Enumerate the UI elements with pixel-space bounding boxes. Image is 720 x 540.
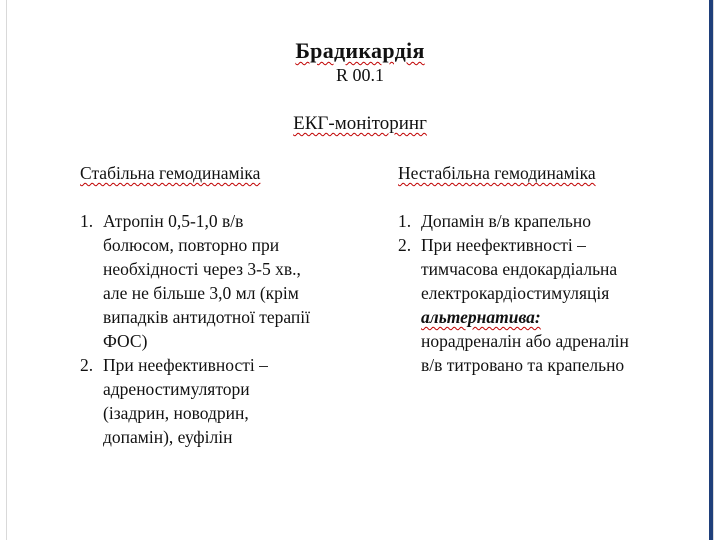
list-item-number: 2. <box>398 235 412 255</box>
unstable-treatment-list <box>398 209 698 377</box>
list-item-number: 1. <box>80 211 94 231</box>
unstable-hemodynamics-column <box>398 161 698 377</box>
list-item <box>398 233 698 377</box>
unstable-hemodynamics-heading: Нестабільна гемодинаміка <box>398 163 596 183</box>
list-item-number: 1. <box>398 211 412 231</box>
stable-treatment-list <box>80 209 370 449</box>
diagnosis-code: R 00.1 <box>335 65 384 85</box>
list-item-number: 2. <box>80 355 94 375</box>
stable-hemodynamics-column <box>80 161 370 449</box>
list-item <box>80 209 370 353</box>
slide-header <box>0 38 720 86</box>
stable-hemodynamics-heading: Стабільна гемодинаміка <box>80 163 261 183</box>
list-item <box>398 209 698 233</box>
list-item-text: Атропін 0,5-1,0 в/в болюсом, повторно при необхідності через 3-5 хв., але не більше 3,0 мл (крім випадків антидотної терапії ФОС) <box>103 211 311 351</box>
list-item-text: При неефективності – адреностимулятори (ізадрин, новодрин, допамін), еуфілін <box>103 355 268 447</box>
alternative-text: норадреналін або адреналін в/в титровано та крапельно <box>421 331 629 375</box>
list-item-text: Допамін в/в крапельно <box>421 211 592 231</box>
list-item <box>80 353 370 449</box>
monitoring-heading: ЕКГ-моніторинг <box>293 113 427 134</box>
slide-title: Брадикардія <box>295 38 425 63</box>
alternative-label: альтернатива: <box>421 307 541 327</box>
list-item-text: При неефективності – тимчасова ендокардіальна електрокардіостимуляція <box>421 235 618 303</box>
list-item-text-block <box>421 233 698 377</box>
